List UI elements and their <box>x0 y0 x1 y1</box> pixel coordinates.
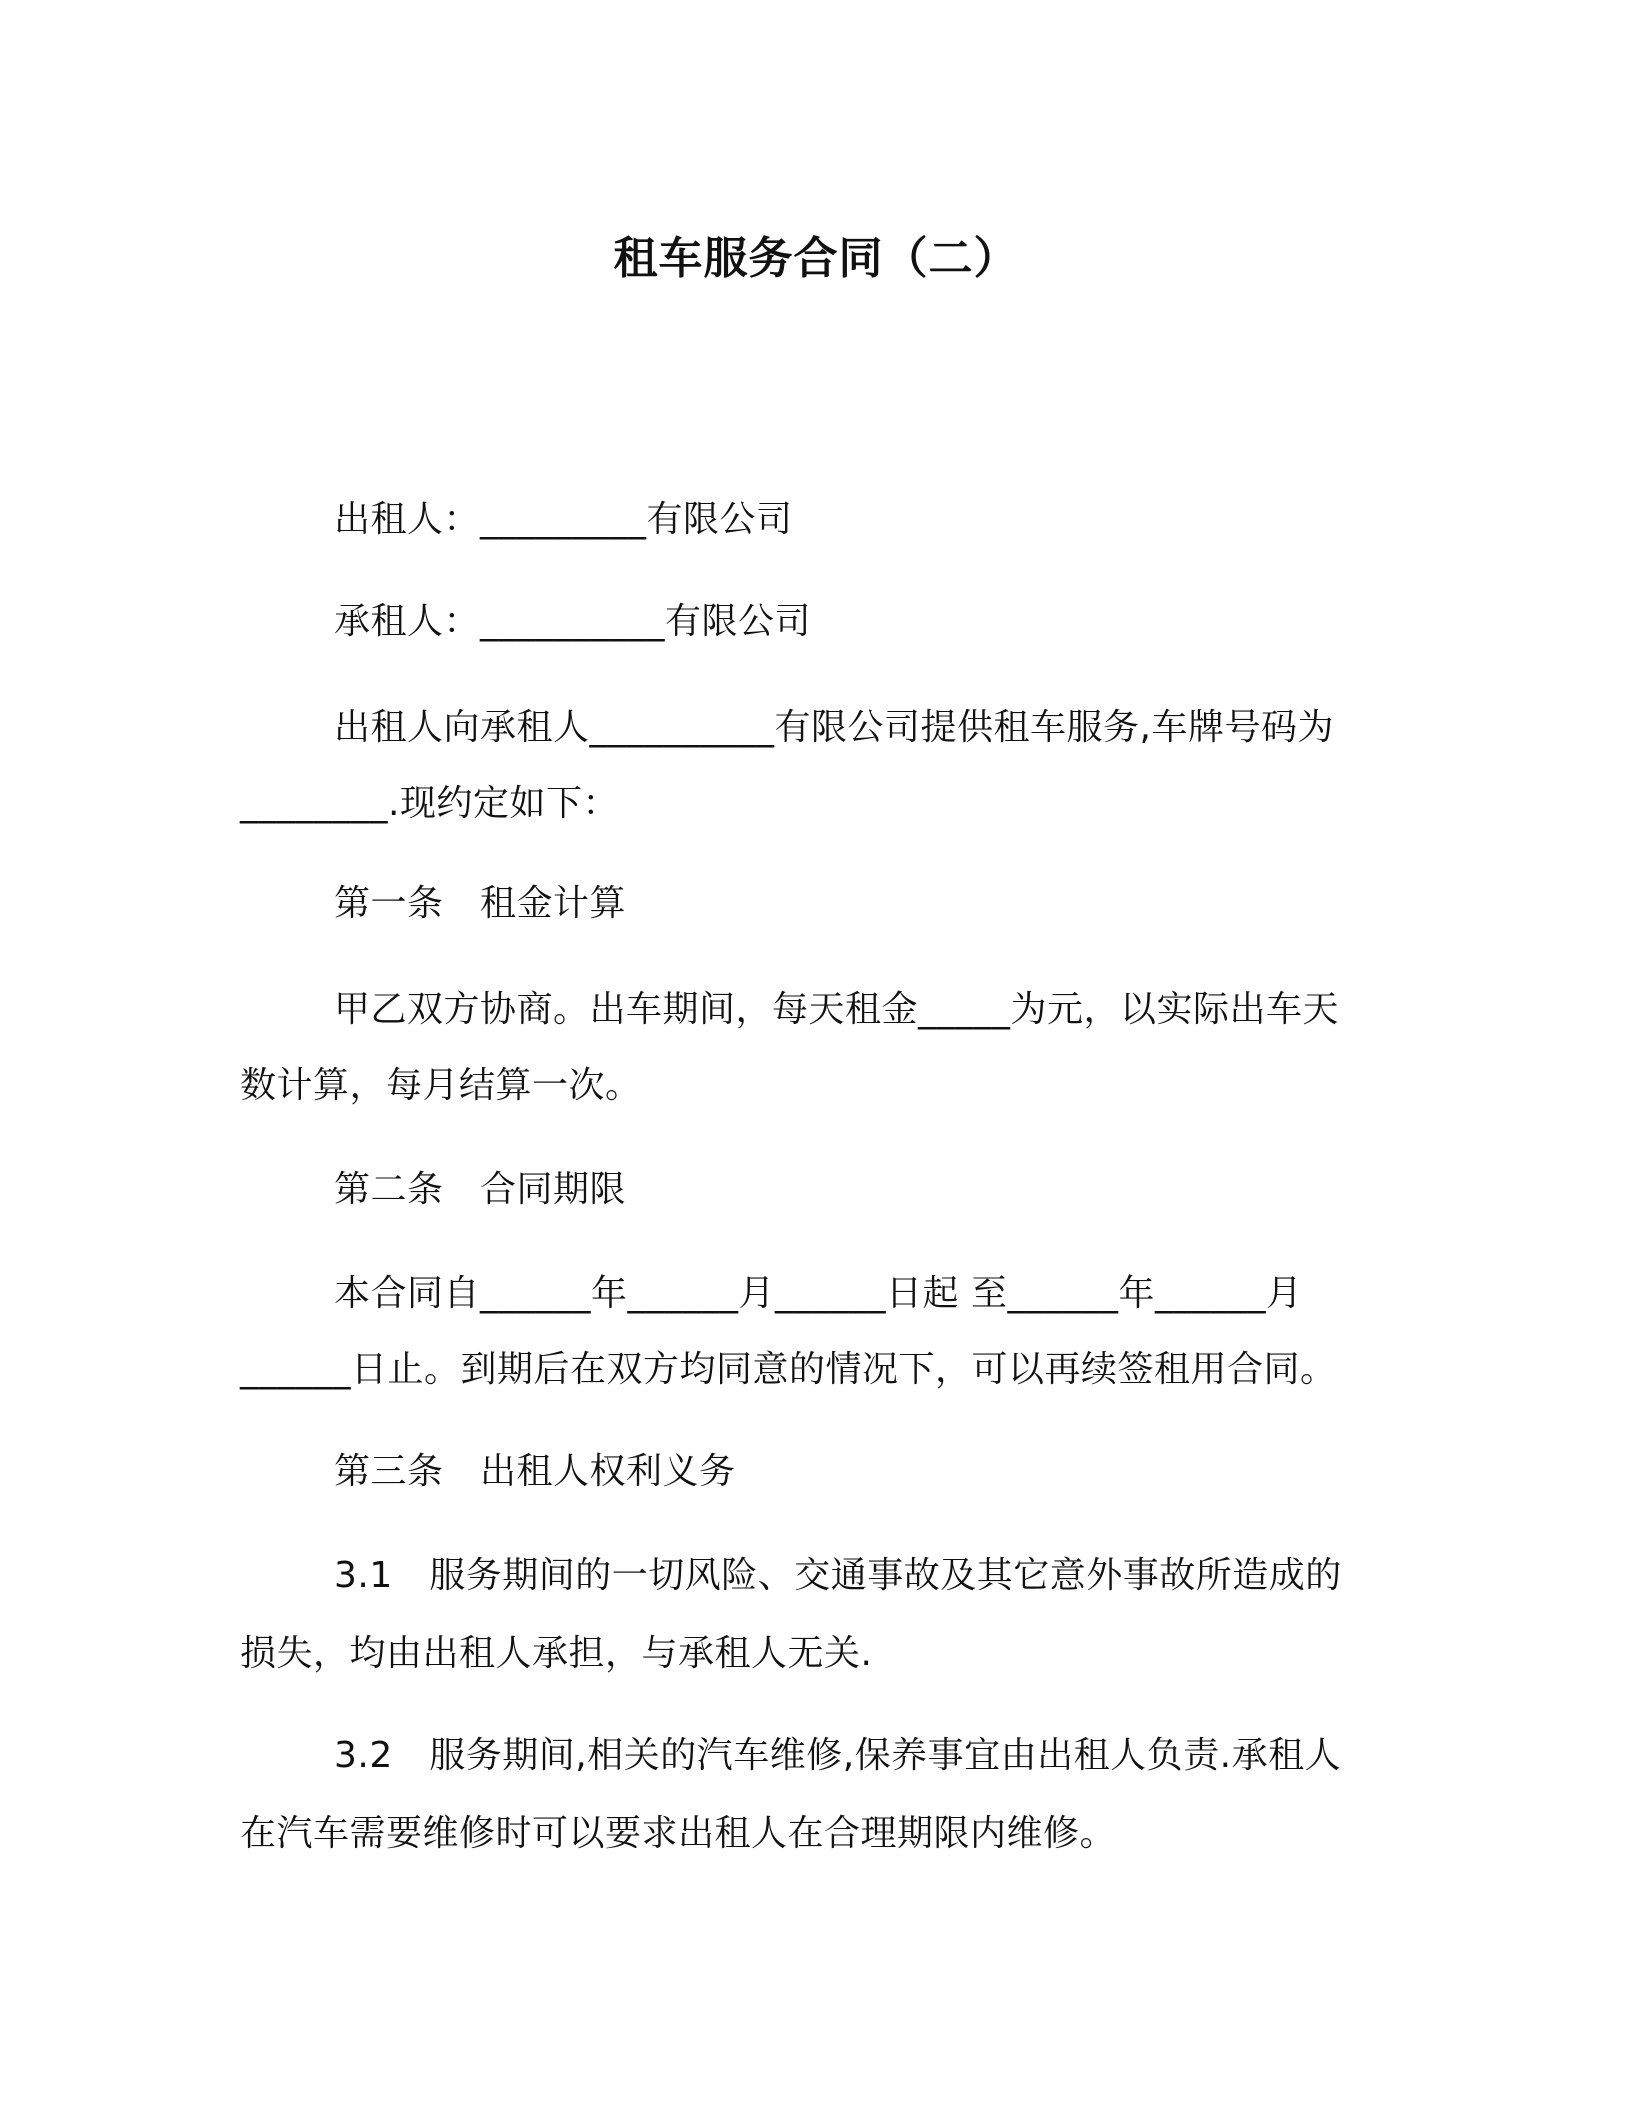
document-title: 租车服务合同（二） <box>613 233 1019 284</box>
article-1-text-2: 数计算，每月结算一次。 <box>240 1065 642 1106</box>
clause-3-1-line-2: 损失，均由出租人承担，与承租人无关. <box>240 1633 873 1674</box>
intro-line-1: 出租人向承租人__________有限公司提供租车服务,车牌号码为 <box>334 707 1334 748</box>
article-3-heading: 第三条 出租人权利义务 <box>334 1451 736 1492</box>
article-1-text-1: 甲乙双方协商。出车期间，每天租金_____为元，以实际出车天 <box>334 989 1340 1030</box>
article-2-heading: 第二条 合同期限 <box>334 1169 627 1210</box>
lessee-line: 承租人：__________有限公司 <box>334 601 812 642</box>
article-2-text-2: ______日止。到期后在双方均同意的情况下，可以再续签租用合同。 <box>240 1349 1337 1390</box>
lessor-line: 出租人：_________有限公司 <box>334 499 793 540</box>
article-2-text-1: 本合同自______年______月______日起 至______年______月 <box>334 1273 1303 1314</box>
intro-line-2: ________.现约定如下： <box>240 783 619 824</box>
clause-3-1-line-1: 3.1 服务期间的一切风险、交通事故及其它意外事故所造成的 <box>334 1555 1342 1596</box>
article-1-heading: 第一条 租金计算 <box>334 883 627 924</box>
clause-3-2-line-2: 在汽车需要维修时可以要求出租人在合理期限内维修。 <box>240 1813 1117 1854</box>
clause-3-2-line-1: 3.2 服务期间,相关的汽车维修,保养事宜由出租人负责.承租人 <box>334 1735 1342 1776</box>
